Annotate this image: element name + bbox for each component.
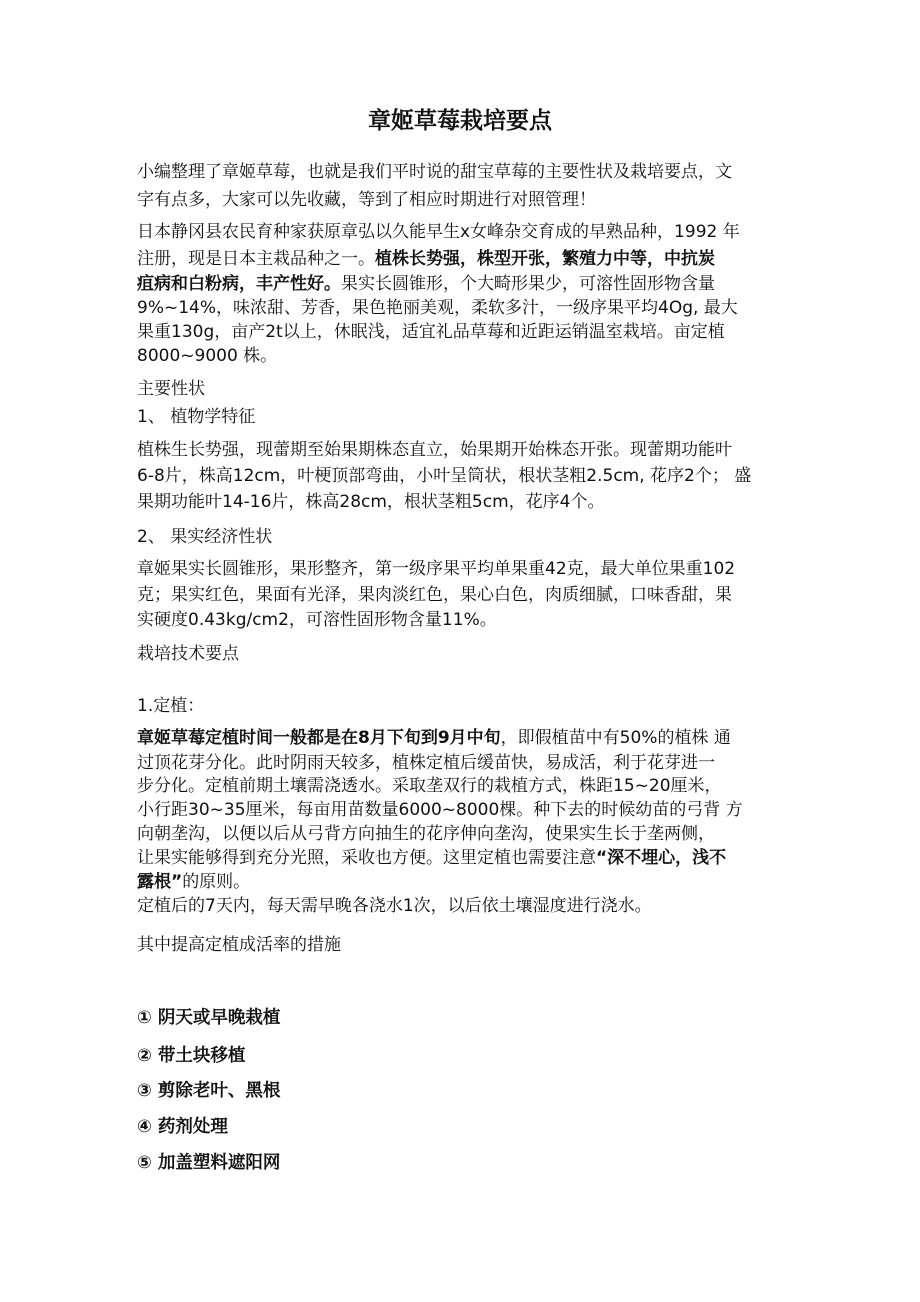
text-line	[137, 895, 652, 917]
text-segment: 果实长圆锥形，个大畸形果少，可溶性固形物含量	[341, 274, 715, 294]
measure-list-item: ③ 剪除老叶、黑根	[137, 1081, 281, 1101]
text-line	[137, 439, 732, 461]
text-line	[137, 752, 715, 774]
document-title: 章姬草莓栽培要点	[368, 108, 552, 134]
text-line	[137, 321, 725, 343]
text-line	[137, 465, 751, 487]
text-segment: 其中提高定植成活率的措施	[137, 935, 341, 955]
bold-text: 露根”	[137, 872, 183, 892]
text-segment: 过顶花芽分化。此时阴雨天较多，植株定植后缓苗快，易成活，利于花芽进一	[137, 753, 715, 773]
text-line	[137, 823, 715, 845]
text-segment: 9%~14%，味浓甜、芳香，果色艳丽美观，柔软多汁，一级序果平均4Og, 最大	[137, 298, 738, 318]
text-line	[137, 221, 740, 243]
text-segment: 8000~9000 株。	[137, 346, 278, 366]
bold-text: 植株长势强，株型开张，繁殖力中等，中抗炭	[375, 249, 715, 269]
measure-list-item: ② 带土块移植	[137, 1046, 246, 1066]
text-segment: 实硬度0.43kg/cm2，可溶性固形物含量11%。	[137, 610, 497, 630]
measure-list-item: ⑤ 加盖塑料遮阳网	[137, 1153, 281, 1173]
text-line	[137, 584, 732, 606]
text-line	[137, 378, 205, 400]
text-segment: 定植后的7天内，每天需早晚各浇水1次，以后依土壤湿度进行浇水。	[137, 896, 652, 916]
text-segment: 小行距30~35厘米，每亩用苗数量6000~8000棵。种下去的时候幼苗的弓背 方	[137, 800, 743, 820]
text-line	[137, 695, 204, 717]
text-line	[137, 161, 732, 183]
text-line	[137, 273, 715, 295]
text-segment: 字有点多，大家可以先收藏，等到了相应时期进行对照管理！	[137, 190, 596, 210]
text-segment: 章姬果实长圆锥形，果形整齐，第一级序果平均单果重42克，最大单位果重102	[137, 559, 736, 579]
text-line	[137, 189, 596, 211]
text-line	[137, 799, 743, 821]
text-segment: 2、 果实经济性状	[137, 527, 273, 547]
text-line	[137, 775, 722, 797]
text-segment: 果重130g，亩产2t以上，休眠浅，适宜礼品草莓和近距运销温室栽培。亩定植	[137, 322, 725, 342]
bold-text: “深不埋心，浅不	[596, 848, 727, 868]
text-segment: 克；果实红色，果面有光泽，果肉淡红色，果心白色，肉质细腻，口味香甜，果	[137, 585, 732, 605]
text-segment: 让果实能够得到充分光照，采收也方便。这里定植也需要注意	[137, 848, 596, 868]
text-line	[137, 727, 731, 749]
text-segment: 向朝垄沟，以便以后从弓背方向抽生的花序伸向垄沟，使果实生长于垄两侧，	[137, 824, 715, 844]
text-segment: 注册，现是日本主栽品种之一。	[137, 249, 375, 269]
text-segment: ，即假植苗中有50%的植株 通	[500, 728, 731, 748]
text-line	[137, 871, 250, 893]
text-segment: 1、 植物学特征	[137, 407, 256, 427]
text-line	[137, 491, 604, 513]
text-segment: 日本静冈县农民育种家获原章弘以久能早生x女峰杂交育成的早熟品种，1992 年	[137, 222, 740, 242]
text-line	[137, 558, 735, 580]
text-segment: 步分化。定植前期土壤需浇透水。采取垄双行的栽植方式，株距15~20厘米，	[137, 776, 722, 796]
text-line	[137, 406, 255, 428]
text-segment: 主要性状	[137, 379, 205, 399]
text-line	[137, 297, 738, 319]
bold-text: 章姬草莓定植时间一般都是在8月下旬到9月中旬	[137, 728, 501, 748]
text-line	[137, 526, 272, 548]
text-segment: 的原则。	[182, 872, 251, 892]
text-segment: 果期功能叶14-16片，株高28cm，根状茎粗5cm，花序4个。	[137, 492, 605, 512]
measure-list-item: ④ 药剂处理	[137, 1117, 228, 1137]
text-line	[137, 345, 277, 367]
text-segment: 6-8片，株高12cm，叶梗顶部弯曲，小叶呈筒状，根状茎粗2.5cm, 花序2个； 盛	[137, 466, 752, 486]
text-line	[137, 248, 715, 270]
text-segment: 栽培技术要点	[137, 644, 239, 664]
text-line	[137, 847, 726, 869]
text-line	[137, 643, 239, 665]
text-segment: 植株生长势强，现蕾期至始果期株态直立，始果期开始株态开张。现蕾期功能叶	[137, 440, 732, 460]
text-line	[137, 609, 497, 631]
text-segment: 小编整理了章姬草莓，也就是我们平时说的甜宝草莓的主要性状及栽培要点，文	[137, 162, 732, 182]
text-segment: 1.定植：	[137, 696, 205, 716]
bold-text: 疽病和白粉病，丰产性好。	[137, 274, 341, 294]
text-line	[137, 934, 341, 956]
measure-list-item: ① 阴天或早晚栽植	[137, 1008, 281, 1028]
